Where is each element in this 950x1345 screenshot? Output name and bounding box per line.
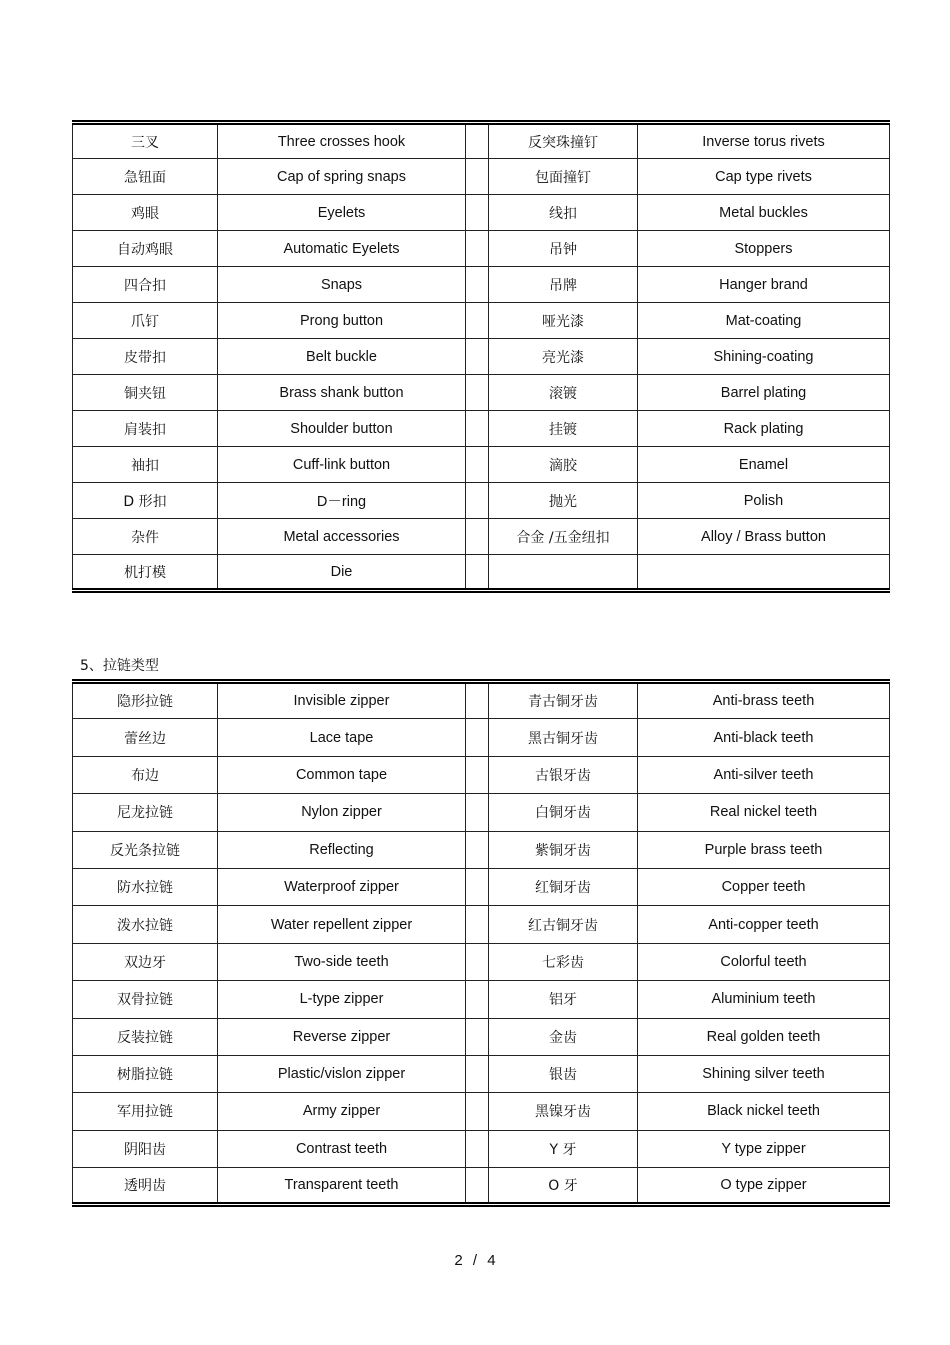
chinese-term-cell: 泼水拉链 [73, 906, 218, 943]
english-term-cell: Anti-silver teeth [638, 756, 890, 793]
column-spacer [466, 868, 489, 905]
column-spacer [466, 1168, 489, 1205]
chinese-term-cell: 袖扣 [73, 447, 218, 483]
column-spacer [466, 375, 489, 411]
chinese-term-cell: 急钮面 [73, 159, 218, 195]
english-term-cell: Cap of spring snaps [218, 159, 466, 195]
table-row [73, 1018, 890, 1055]
chinese-term-cell: 银齿 [489, 1055, 638, 1092]
chinese-term-cell: 紫铜牙齿 [489, 831, 638, 868]
chinese-term-cell: 军用拉链 [73, 1093, 218, 1130]
chinese-term-cell: 阴阳齿 [73, 1130, 218, 1167]
chinese-term-cell: D 形扣 [73, 483, 218, 519]
chinese-term-cell: 反突珠撞钉 [489, 123, 638, 159]
column-spacer [466, 123, 489, 159]
english-term-cell: Real golden teeth [638, 1018, 890, 1055]
chinese-term-cell: 七彩齿 [489, 943, 638, 980]
english-term-cell: L-type zipper [218, 981, 466, 1018]
english-term-cell: Cap type rivets [638, 159, 890, 195]
chinese-term-cell: 树脂拉链 [73, 1055, 218, 1092]
chinese-term-cell: 红铜牙齿 [489, 868, 638, 905]
english-term-cell: Alloy / Brass button [638, 519, 890, 555]
english-term-cell: Invisible zipper [218, 682, 466, 719]
english-term-cell: Cuff-link button [218, 447, 466, 483]
table-row [73, 981, 890, 1018]
table-row [73, 555, 890, 591]
english-term-cell: Shoulder button [218, 411, 466, 447]
table-row [73, 195, 890, 231]
table-row [73, 756, 890, 793]
column-spacer [466, 943, 489, 980]
chinese-term-cell: 滴胶 [489, 447, 638, 483]
english-term-cell: Aluminium teeth [638, 981, 890, 1018]
chinese-term-cell: 亮光漆 [489, 339, 638, 375]
english-term-cell: Anti-brass teeth [638, 682, 890, 719]
table-row [73, 339, 890, 375]
table-row [73, 159, 890, 195]
section-title-zipper-types: 5、拉链类型 [80, 658, 159, 674]
table-row [73, 411, 890, 447]
column-spacer [466, 756, 489, 793]
english-term-cell: Automatic Eyelets [218, 231, 466, 267]
english-term-cell: Belt buckle [218, 339, 466, 375]
english-term-cell: Metal accessories [218, 519, 466, 555]
chinese-term-cell: 鸡眼 [73, 195, 218, 231]
english-term-cell: Copper teeth [638, 868, 890, 905]
column-spacer [466, 1055, 489, 1092]
column-spacer [466, 555, 489, 591]
english-term-cell: Plastic/vislon zipper [218, 1055, 466, 1092]
zipper-types-table-body [73, 682, 890, 1205]
table-row [73, 267, 890, 303]
chinese-term-cell: 铜夹钮 [73, 375, 218, 411]
chinese-term-cell: 双骨拉链 [73, 981, 218, 1018]
chinese-term-cell: 三叉 [73, 123, 218, 159]
english-term-cell: Die [218, 555, 466, 591]
chinese-term-cell: 双边牙 [73, 943, 218, 980]
english-term-cell: Enamel [638, 447, 890, 483]
column-spacer [466, 159, 489, 195]
chinese-term-cell: 黑古铜牙齿 [489, 719, 638, 756]
chinese-term-cell: 吊钟 [489, 231, 638, 267]
column-spacer [466, 411, 489, 447]
english-term-cell: Anti-black teeth [638, 719, 890, 756]
chinese-term-cell: 合金 /五金纽扣 [489, 519, 638, 555]
chinese-term-cell: 哑光漆 [489, 303, 638, 339]
column-spacer [466, 1018, 489, 1055]
table-row [73, 1055, 890, 1092]
chinese-term-cell: 机打模 [73, 555, 218, 591]
table-row [73, 868, 890, 905]
table-row [73, 123, 890, 159]
chinese-term-cell: 肩装扣 [73, 411, 218, 447]
column-spacer [466, 339, 489, 375]
chinese-term-cell: 尼龙拉链 [73, 794, 218, 831]
column-spacer [466, 794, 489, 831]
chinese-term-cell [489, 555, 638, 591]
english-term-cell: Water repellent zipper [218, 906, 466, 943]
english-term-cell: Shining-coating [638, 339, 890, 375]
table-row [73, 943, 890, 980]
english-term-cell: Anti-copper teeth [638, 906, 890, 943]
column-spacer [466, 303, 489, 339]
table-row [73, 483, 890, 519]
table-row [73, 682, 890, 719]
column-spacer [466, 231, 489, 267]
table-row [73, 906, 890, 943]
english-term-cell: Stoppers [638, 231, 890, 267]
chinese-term-cell: 透明齿 [73, 1168, 218, 1205]
chinese-term-cell: 皮带扣 [73, 339, 218, 375]
english-term-cell: Contrast teeth [218, 1130, 466, 1167]
chinese-term-cell: 反光条拉链 [73, 831, 218, 868]
english-term-cell: Shining silver teeth [638, 1055, 890, 1092]
zipper-types-table [72, 679, 890, 1207]
column-spacer [466, 1130, 489, 1167]
chinese-term-cell: 反装拉链 [73, 1018, 218, 1055]
table-row [73, 447, 890, 483]
chinese-term-cell: 抛光 [489, 483, 638, 519]
english-term-cell: Brass shank button [218, 375, 466, 411]
chinese-term-cell: Y 牙 [489, 1130, 638, 1167]
english-term-cell: Prong button [218, 303, 466, 339]
chinese-term-cell: 防水拉链 [73, 868, 218, 905]
english-term-cell: Reverse zipper [218, 1018, 466, 1055]
chinese-term-cell: 金齿 [489, 1018, 638, 1055]
english-term-cell: Transparent teeth [218, 1168, 466, 1205]
english-term-cell: Black nickel teeth [638, 1093, 890, 1130]
english-term-cell: Inverse torus rivets [638, 123, 890, 159]
chinese-term-cell: 滚镀 [489, 375, 638, 411]
column-spacer [466, 906, 489, 943]
column-spacer [466, 719, 489, 756]
chinese-term-cell: 铝牙 [489, 981, 638, 1018]
english-term-cell: Eyelets [218, 195, 466, 231]
english-term-cell: Purple brass teeth [638, 831, 890, 868]
english-term-cell [638, 555, 890, 591]
chinese-term-cell: 青古铜牙齿 [489, 682, 638, 719]
column-spacer [466, 447, 489, 483]
english-term-cell: Colorful teeth [638, 943, 890, 980]
chinese-term-cell: 挂镀 [489, 411, 638, 447]
table-row [73, 719, 890, 756]
column-spacer [466, 195, 489, 231]
english-term-cell: Two-side teeth [218, 943, 466, 980]
column-spacer [466, 682, 489, 719]
column-spacer [466, 483, 489, 519]
table-row [73, 1168, 890, 1205]
chinese-term-cell: 杂件 [73, 519, 218, 555]
chinese-term-cell: 自动鸡眼 [73, 231, 218, 267]
chinese-term-cell: 隐形拉链 [73, 682, 218, 719]
english-term-cell: D－ring [218, 483, 466, 519]
table-row [73, 519, 890, 555]
page-number: 2 / 4 [454, 1252, 496, 1269]
accessories-table-body [73, 123, 890, 591]
english-term-cell: Three crosses hook [218, 123, 466, 159]
chinese-term-cell: 蕾丝边 [73, 719, 218, 756]
chinese-term-cell: 四合扣 [73, 267, 218, 303]
table-row [73, 231, 890, 267]
chinese-term-cell: 吊牌 [489, 267, 638, 303]
english-term-cell: Rack plating [638, 411, 890, 447]
column-spacer [466, 831, 489, 868]
table-row [73, 831, 890, 868]
chinese-term-cell: 包面撞钉 [489, 159, 638, 195]
english-term-cell: Real nickel teeth [638, 794, 890, 831]
english-term-cell: Army zipper [218, 1093, 466, 1130]
table-row [73, 1093, 890, 1130]
english-term-cell: Snaps [218, 267, 466, 303]
chinese-term-cell: 黑镍牙齿 [489, 1093, 638, 1130]
english-term-cell: Mat-coating [638, 303, 890, 339]
chinese-term-cell: 白铜牙齿 [489, 794, 638, 831]
table-row [73, 1130, 890, 1167]
english-term-cell: Polish [638, 483, 890, 519]
column-spacer [466, 981, 489, 1018]
column-spacer [466, 1093, 489, 1130]
english-term-cell: Nylon zipper [218, 794, 466, 831]
english-term-cell: Common tape [218, 756, 466, 793]
chinese-term-cell: 线扣 [489, 195, 638, 231]
table-row [73, 303, 890, 339]
chinese-term-cell: 布边 [73, 756, 218, 793]
accessories-table [72, 120, 890, 593]
english-term-cell: Barrel plating [638, 375, 890, 411]
english-term-cell: Hanger brand [638, 267, 890, 303]
english-term-cell: Reflecting [218, 831, 466, 868]
english-term-cell: Waterproof zipper [218, 868, 466, 905]
column-spacer [466, 267, 489, 303]
chinese-term-cell: 爪钉 [73, 303, 218, 339]
english-term-cell: O type zipper [638, 1168, 890, 1205]
table-row [73, 794, 890, 831]
column-spacer [466, 519, 489, 555]
chinese-term-cell: 红古铜牙齿 [489, 906, 638, 943]
table-row [73, 375, 890, 411]
english-term-cell: Metal buckles [638, 195, 890, 231]
chinese-term-cell: O 牙 [489, 1168, 638, 1205]
chinese-term-cell: 古银牙齿 [489, 756, 638, 793]
english-term-cell: Y type zipper [638, 1130, 890, 1167]
english-term-cell: Lace tape [218, 719, 466, 756]
